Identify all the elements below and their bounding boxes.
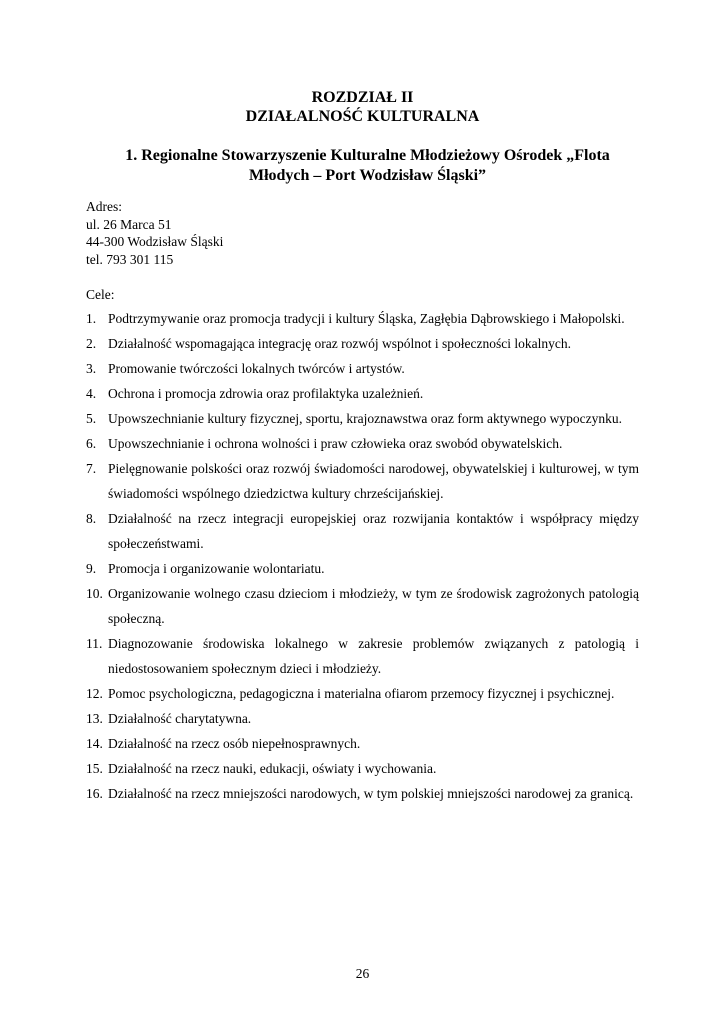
list-item xyxy=(86,456,639,506)
list-item-number: 13. xyxy=(86,711,103,726)
list-item xyxy=(86,581,639,631)
list-item-text: Działalność na rzecz integracji europejskiej oraz rozwijania kontaktów i współpracy między społeczeństwami. xyxy=(108,511,639,551)
address-street: ul. 26 Marca 51 xyxy=(86,216,172,232)
list-item-number: 7. xyxy=(86,461,97,476)
list-item-number: 10. xyxy=(86,586,103,601)
list-item-text: Diagnozowanie środowiska lokalnego w zakresie problemów związanych z patologią i niedostosowaniem społecznym dzieci i młodzieży. xyxy=(108,636,639,676)
list-item-text: Podtrzymywanie oraz promocja tradycji i kultury Śląska, Zagłębia Dąbrowskiego i Małopolski. xyxy=(108,311,625,326)
list-item xyxy=(86,506,639,556)
address-phone: tel. 793 301 115 xyxy=(86,251,174,267)
list-item-number: 11. xyxy=(86,636,103,651)
list-item xyxy=(86,781,639,806)
list-item-number: 3. xyxy=(86,361,97,376)
list-item-text: Działalność wspomagająca integrację oraz rozwój wspólnot i społeczności lokalnych. xyxy=(108,336,571,351)
list-item-number: 2. xyxy=(86,336,97,351)
chapter-title: DZIAŁALNOŚĆ KULTURALNA xyxy=(245,108,480,125)
list-item xyxy=(86,406,639,431)
address-block xyxy=(86,198,223,268)
list-item xyxy=(86,731,639,756)
list-item xyxy=(86,431,639,456)
list-item xyxy=(86,631,639,681)
list-item xyxy=(86,556,639,581)
list-item-text: Promocja i organizowanie wolontariatu. xyxy=(108,561,325,576)
list-item-number: 9. xyxy=(86,561,97,576)
list-item xyxy=(86,381,639,406)
page-number: 26 xyxy=(355,966,370,981)
list-item-text: Działalność na rzecz nauki, edukacji, oświaty i wychowania. xyxy=(108,761,437,776)
list-item-number: 16. xyxy=(86,786,103,801)
list-item-text: Działalność charytatywna. xyxy=(108,711,252,726)
list-item-number: 5. xyxy=(86,411,97,426)
section-title: 1. Regionalne Stowarzyszenie Kulturalne Młodzieżowy Ośrodek „Flota Młodych – Port Wodzisław Śląski” xyxy=(125,147,610,184)
list-item-number: 14. xyxy=(86,736,103,751)
list-item xyxy=(86,331,639,356)
list-item xyxy=(86,306,639,331)
list-item-text: Upowszechnianie kultury fizycznej, sportu, krajoznawstwa oraz form aktywnego wypoczynku. xyxy=(108,411,622,426)
list-item xyxy=(86,356,639,381)
address-city: 44-300 Wodzisław Śląski xyxy=(86,234,224,249)
chapter-number: ROZDZIAŁ II xyxy=(311,89,414,106)
list-item xyxy=(86,681,639,706)
list-item-number: 8. xyxy=(86,511,97,526)
list-item-text: Organizowanie wolnego czasu dzieciom i młodzieży, w tym ze środowisk zagrożonych patologią społeczną. xyxy=(108,586,639,626)
list-item-text: Działalność na rzecz mniejszości narodowych, w tym polskiej mniejszości narodowej za granicą. xyxy=(108,786,634,801)
list-item xyxy=(86,706,639,731)
list-item-text: Pomoc psychologiczna, pedagogiczna i materialna ofiarom przemocy fizycznej i psychicznej. xyxy=(108,686,615,701)
list-item-text: Upowszechnianie i ochrona wolności i praw człowieka oraz swobód obywatelskich. xyxy=(108,436,563,451)
list-item-number: 6. xyxy=(86,436,97,451)
list-item-number: 15. xyxy=(86,761,103,776)
list-item-number: 4. xyxy=(86,386,97,401)
goals-label: Cele: xyxy=(86,287,115,302)
address-label: Adres: xyxy=(86,199,122,214)
list-item-text: Promowanie twórczości lokalnych twórców i artystów. xyxy=(108,361,405,376)
list-item xyxy=(86,756,639,781)
list-item-number: 12. xyxy=(86,686,103,701)
goals-list xyxy=(86,306,639,806)
list-item-text: Pielęgnowanie polskości oraz rozwój świadomości narodowej, obywatelskiej i kulturowej, w tym świadomości wspólnego dziedzictwa kultury chrześcijańskiej. xyxy=(108,461,639,501)
list-item-text: Ochrona i promocja zdrowia oraz profilaktyka uzależnień. xyxy=(108,386,424,401)
list-item-number: 1. xyxy=(86,311,97,326)
list-item-text: Działalność na rzecz osób niepełnosprawnych. xyxy=(108,736,361,751)
